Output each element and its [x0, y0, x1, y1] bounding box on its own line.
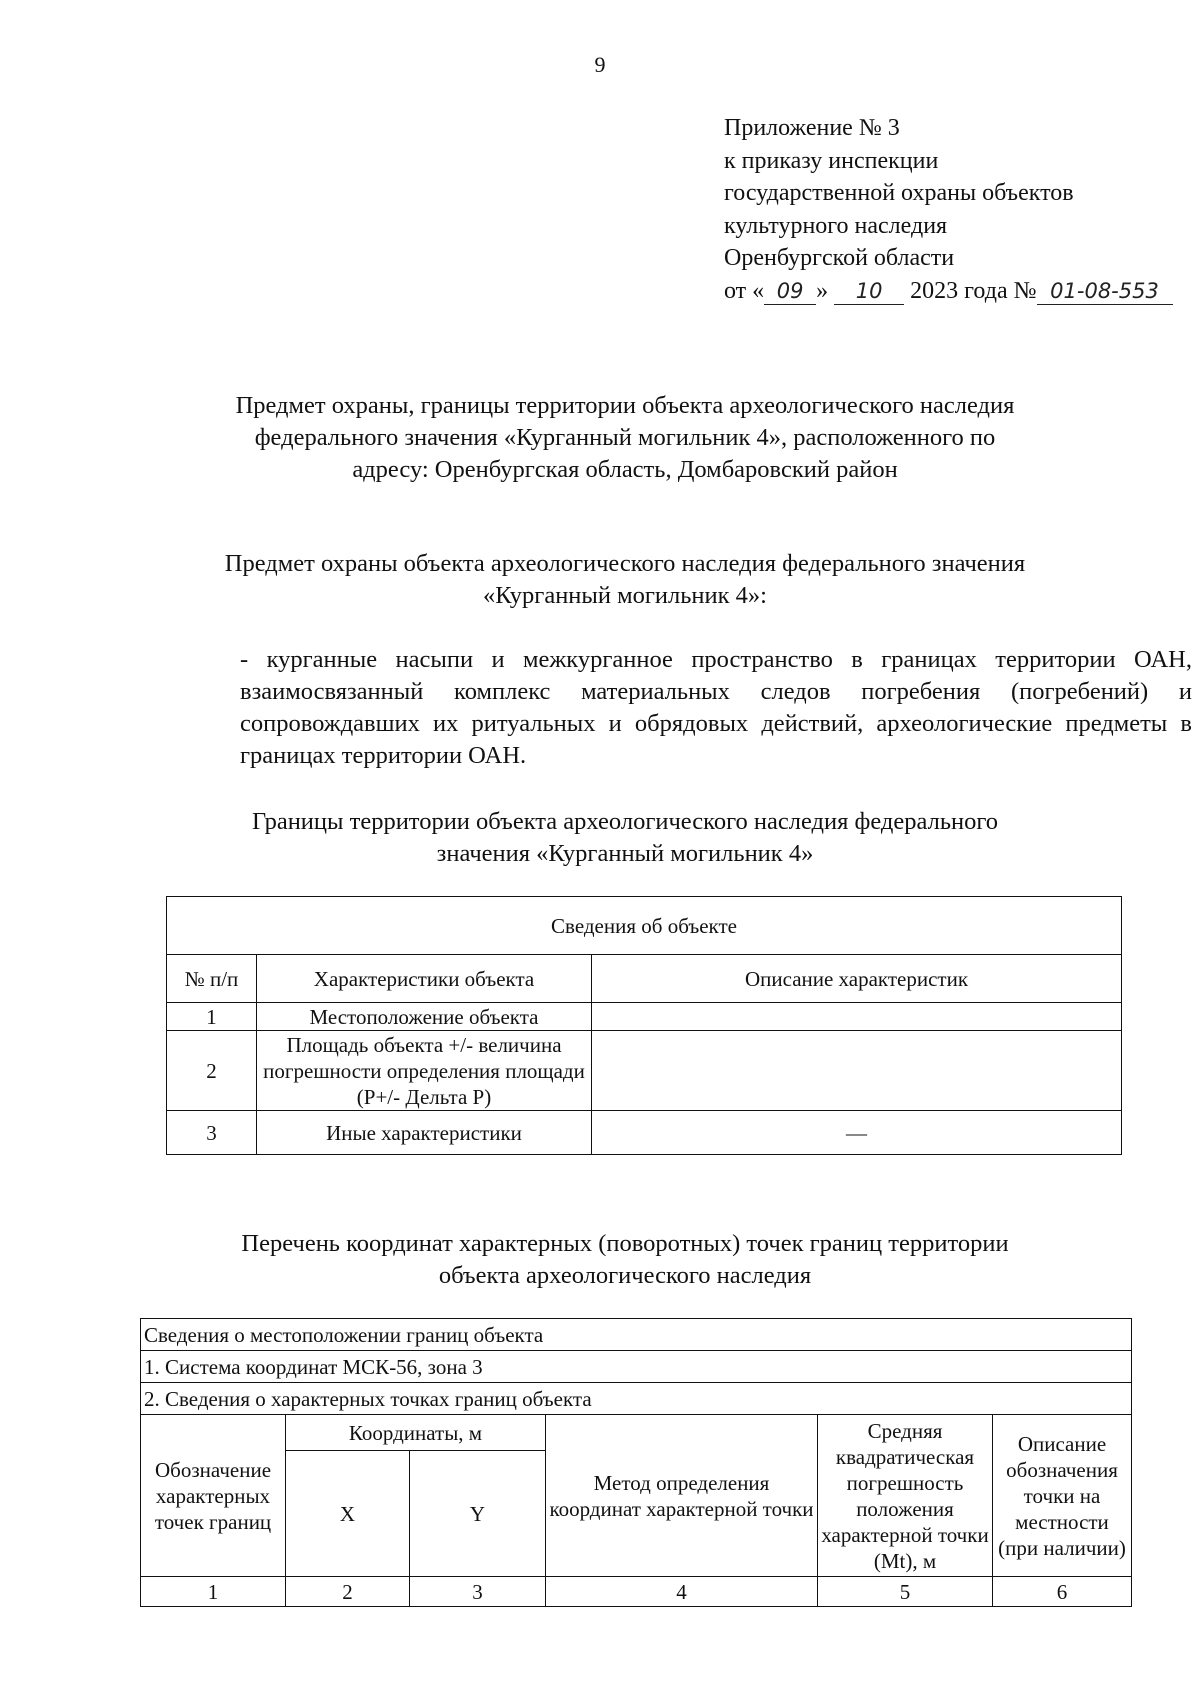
- table-row: [167, 1003, 1122, 1031]
- handwritten-order-number: 01-08-553: [1037, 278, 1173, 305]
- row-number: 1: [167, 1003, 257, 1031]
- column-number: 3: [410, 1577, 546, 1607]
- location-info-row: Сведения о местоположении границ объекта: [141, 1319, 1132, 1351]
- handwritten-day: 09: [764, 278, 816, 305]
- title-line: федерального значения «Курганный могильник 4», расположенного по: [254, 424, 996, 451]
- coordinates-table: [140, 1318, 1132, 1607]
- appendix-line: Оренбургской области: [724, 245, 955, 271]
- handwritten-month: 10: [834, 278, 904, 305]
- table-row: [167, 1111, 1122, 1155]
- heading-line: значения «Курганный могильник 4»: [436, 840, 814, 867]
- row-characteristic: Местоположение объекта: [257, 1003, 592, 1031]
- header-method: Метод определения координат характерной точки: [546, 1415, 818, 1577]
- table-row: [167, 1031, 1122, 1111]
- heading-line: объекта археологического наследия: [438, 1262, 812, 1289]
- subject-heading: [150, 548, 1100, 612]
- row-number: 3: [167, 1111, 257, 1155]
- column-header: Описание характеристик: [592, 955, 1122, 1003]
- heading-line: «Курганный могильник 4»:: [483, 582, 767, 609]
- appendix-line: Приложение № 3: [724, 115, 900, 141]
- row-description: [592, 1003, 1122, 1031]
- column-number: 1: [141, 1577, 286, 1607]
- bounds-heading: [150, 806, 1100, 870]
- appendix-line: государственной охраны объектов: [724, 180, 1074, 206]
- table-caption: Сведения об объекте: [167, 897, 1122, 955]
- row-characteristic: Площадь объекта +/- величина погрешности определения площади (Р+/- Дельта Р): [257, 1031, 592, 1111]
- header-x: X: [286, 1451, 410, 1577]
- heading-line: Границы территории объекта археологического наследия федерального: [251, 808, 999, 835]
- row-characteristic: Иные характеристики: [257, 1111, 592, 1155]
- appendix-line: культурного наследия: [724, 212, 948, 239]
- coordinate-system-row: 1. Система координат МСК-56, зона 3: [141, 1351, 1132, 1383]
- date-prefix: от «: [724, 277, 765, 304]
- header-designation: Обозначение характерных точек границ: [141, 1415, 286, 1577]
- header-y: Y: [410, 1451, 546, 1577]
- page-number: 9: [594, 52, 606, 77]
- object-info-table: [166, 896, 1122, 1155]
- quote-close: »: [816, 277, 829, 304]
- heading-line: Перечень координат характерных (поворотных) точек границ территории: [241, 1230, 1009, 1257]
- header-error: Средняя квадратическая погрешность положения характерной точки (Mt), м: [818, 1415, 993, 1577]
- column-numbers-row: [141, 1577, 1132, 1607]
- subject-paragraph: - курганные насыпи и межкурганное пространство в границах территории ОАН, взаимосвязанный комплекс материальных следов погребения (погребений) и сопровождавших их ритуальных и обрядовых действий, археологические предметы в границах территории ОАН.: [240, 646, 1192, 769]
- column-number: 4: [546, 1577, 818, 1607]
- column-header: № п/п: [167, 955, 257, 1003]
- header-point-description: Описание обозначения точки на местности (при наличии): [993, 1415, 1132, 1577]
- column-number: 5: [818, 1577, 993, 1607]
- row-description: —: [592, 1111, 1122, 1155]
- year-text: 2023 года №: [910, 277, 1037, 304]
- header-coordinates: Координаты, м: [286, 1415, 546, 1451]
- appendix-header: [724, 112, 1173, 307]
- heading-line: Предмет охраны объекта археологического наследия федерального значения: [224, 550, 1026, 577]
- title-line: Предмет охраны, границы территории объекта археологического наследия: [235, 392, 1015, 419]
- appendix-line: к приказу инспекции: [724, 147, 939, 174]
- column-header: Характеристики объекта: [257, 955, 592, 1003]
- title-line: адресу: Оренбургская область, Домбаровский район: [352, 456, 898, 483]
- column-number: 2: [286, 1577, 410, 1607]
- points-info-row: 2. Сведения о характерных точках границ объекта: [141, 1383, 1132, 1415]
- column-number: 6: [993, 1577, 1132, 1607]
- coords-heading: [150, 1228, 1100, 1292]
- row-number: 2: [167, 1031, 257, 1111]
- document-title: [150, 390, 1100, 486]
- row-description: [592, 1031, 1122, 1111]
- order-date-line: [724, 275, 1173, 308]
